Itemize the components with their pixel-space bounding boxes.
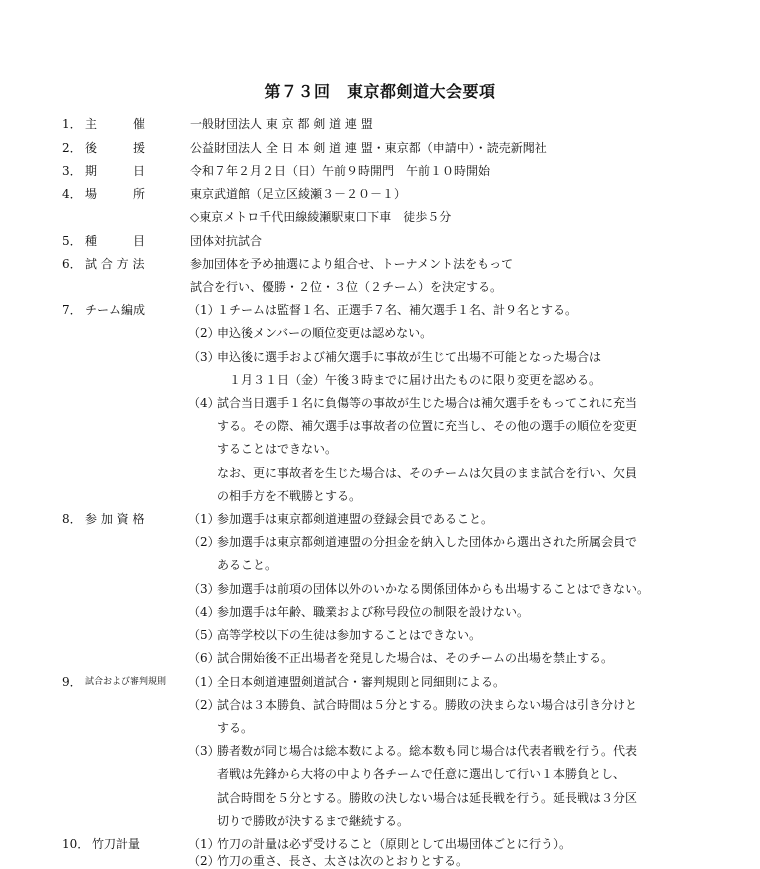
item-number: 4． — [62, 187, 82, 201]
sub-text: 参加選手は前項の団体以外のいかなる関係団体からも出場することはできない。 — [217, 582, 650, 596]
item-number: 8． — [62, 512, 82, 526]
sub-text: なお、更に事故者を生じた場合は、そのチームは欠員のまま試合を行い、欠員 — [217, 466, 638, 480]
item-text: 令和７年２月２日（日）午前９時開門 午前１０時開始 — [190, 164, 491, 178]
sub-text: 参加選手は東京都剣道連盟の登録会員であること。 — [217, 512, 494, 526]
sub-text: 勝者数が同じ場合は総本数による。総本数も同じ場合は代表者戦を行う。代表 — [217, 744, 638, 758]
item-number: 3． — [62, 164, 82, 178]
page-title: 第７３回 東京都剣道大会要項 — [264, 82, 496, 101]
sub-text: の相手方を不戦勝とする。 — [217, 489, 362, 503]
sub-number: （1） — [188, 675, 220, 689]
item-text: 参加団体を予め抽選により組合せ、トーナメント法をもって — [190, 257, 514, 271]
sub-text: 試合当日選手１名に負傷等の事故が生じた場合は補欠選手をもってこれに充当 — [217, 396, 638, 410]
item-number: 1． — [62, 117, 82, 131]
sub-text: 竹刀の計量は必ず受けること（原則として出場団体ごとに行う）。 — [217, 837, 572, 851]
item-text: 団体対抗試合 — [190, 234, 263, 248]
sub-text: する。 — [217, 721, 254, 735]
item-label: 試 合 方 法 — [85, 257, 145, 271]
sub-text: １月３１日（金）午後３時までに届け出たものに限り変更を認める。 — [217, 373, 602, 387]
sub-text: 竹刀の重さ、長さ、太さは次のとおりとする。 — [217, 854, 469, 868]
item-text: 公益財団法人 全 日 本 剣 道 連 盟・東京都（申請中）・読売新聞社 — [190, 141, 547, 155]
sub-number: （4） — [188, 605, 220, 619]
sub-text: 切りで勝敗が決するまで継続する。 — [217, 814, 410, 828]
sub-text: 参加選手は東京都剣道連盟の分担金を納入した団体から選出された所属会員で — [217, 535, 638, 549]
sub-text: あること。 — [217, 558, 278, 572]
sub-number: （2） — [188, 326, 220, 340]
sub-number: （3） — [188, 350, 220, 364]
sub-text: 試合開始後不正出場者を発見した場合は、そのチームの出場を禁止する。 — [217, 651, 614, 665]
sub-text: １チームは監督１名、正選手７名、補欠選手１名、計９名とする。 — [217, 303, 578, 317]
sub-text: 試合は３本勝負、試合時間は５分とする。勝敗の決まらない場合は引き分けと — [217, 698, 638, 712]
item-text: 東京武道館（足立区綾瀬３－２０－１） — [190, 187, 407, 201]
item-label: 種 目 — [85, 234, 146, 248]
item-number: 9． — [62, 675, 82, 689]
item-label: 主 催 — [85, 117, 146, 131]
sub-text: 者戦は先鋒から大将の中より各チームで任意に選出して行い１本勝負とし、 — [217, 767, 626, 781]
item-label: 竹刀計量 — [92, 837, 141, 851]
sub-number: （1） — [188, 303, 220, 317]
item-number: 2． — [62, 141, 82, 155]
item-text: 一般財団法人 東 京 都 剣 道 連 盟 — [190, 117, 373, 131]
item-number: 6． — [62, 257, 82, 271]
sub-number: （3） — [188, 582, 220, 596]
sub-text: 申込後に選手および補欠選手に事故が生じて出場不可能となった場合は — [217, 350, 602, 364]
item-label: 場 所 — [85, 187, 146, 201]
item-number: 5． — [62, 234, 82, 248]
sub-number: （5） — [188, 628, 220, 642]
item-label: チーム編成 — [85, 303, 146, 317]
sub-number: （6） — [188, 651, 220, 665]
sub-text: 試合時間を５分とする。勝敗の決しない場合は延長戦を行う。延長戦は３分区 — [217, 791, 638, 805]
item-label: 後 援 — [85, 141, 146, 155]
sub-text: 全日本剣道連盟剣道試合・審判規則と同細則による。 — [217, 675, 506, 689]
item-label: 期 日 — [85, 164, 146, 178]
sub-number: （2） — [188, 854, 220, 868]
item-text: 試合を行い、優勝・２位・３位（２チーム）を決定する。 — [190, 280, 503, 294]
sub-number: （2） — [188, 535, 220, 549]
item-label: 試合および審判規則 — [85, 677, 167, 687]
item-text: ◇東京メトロ千代田線綾瀬駅東口下車 徒歩５分 — [190, 210, 452, 224]
item-number: 7． — [62, 303, 82, 317]
sub-text: する。その際、補欠選手は事故者の位置に充当し、その他の選手の順位を変更 — [217, 419, 638, 433]
sub-number: （1） — [188, 837, 220, 851]
sub-text: 参加選手は年齢、職業および称号段位の制限を設けない。 — [217, 605, 530, 619]
sub-text: 高等学校以下の生徒は参加することはできない。 — [217, 628, 482, 642]
sub-number: （1） — [188, 512, 220, 526]
item-label: 参 加 資 格 — [85, 512, 145, 526]
sub-number: （2） — [188, 698, 220, 712]
sub-text: することはできない。 — [217, 442, 338, 456]
item-number: 10． — [62, 837, 90, 851]
sub-number: （4） — [188, 396, 220, 410]
sub-text: 申込後メンバーの順位変更は認めない。 — [217, 326, 433, 340]
sub-number: （3） — [188, 744, 220, 758]
